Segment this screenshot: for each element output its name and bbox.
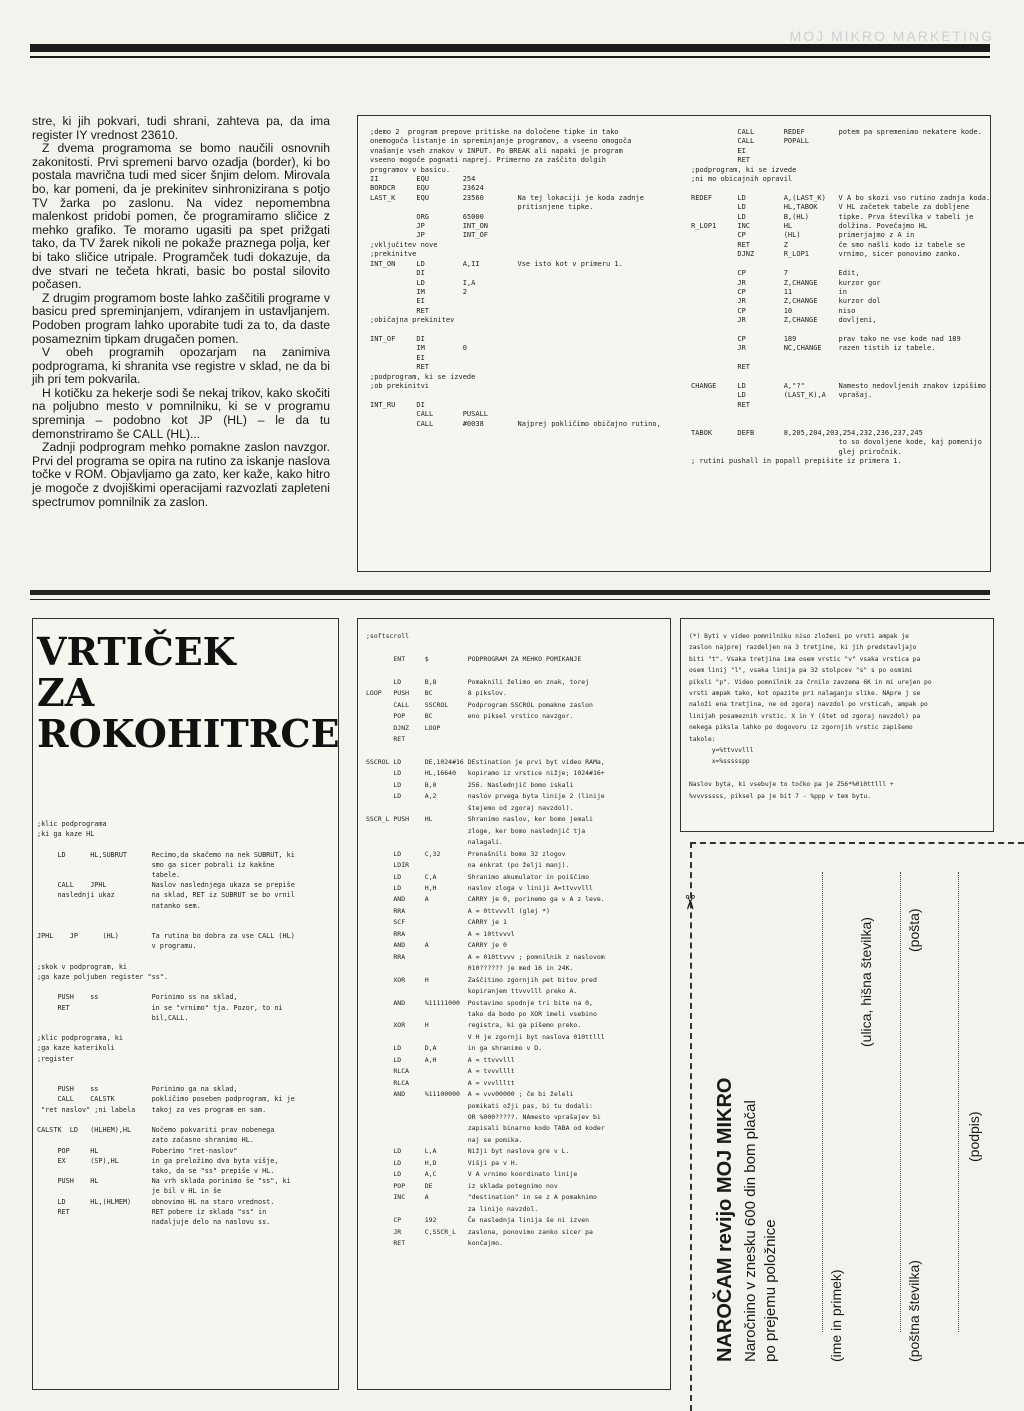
- faded-heading: MOJ MIKRO MARKETING: [789, 28, 994, 44]
- listing-top-left: ;demo 2 program prepove pritiske na določene tipke in tako onemogoča listanje in spreminjanje programov, a vseeno omogoča vnašanje vseh znakov v INPUT. Po BREAK ali napaki je program vseeno mogoče pognati naprej. Primerno za zaščito dolgih programov v basicu. II EQU 254 BORDCR EQU 23624 LAST_K EQU 23560 Na tej lokaciji je koda zadnje pritisnjene tipke. ORG 65000 JP INT_ON JP INT_OF ;vključitev nove ;prekinitve INT_ON LD A,II Vse isto kot v primeru 1. DI LD I,A IM 2 EI RET ;običajna prekinitev INT_OF DI IM 0 EI RET ;podprogram, ki se izvede ;ob prekinitvi INT_RU DI CALL PUSALL CALL #0038 Najprej pokličimo običajno rutino,: [370, 128, 661, 428]
- post-field-label: (pošta): [906, 908, 922, 952]
- postcode-field-line[interactable]: [900, 872, 901, 1332]
- article-paragraph: Z drugim programom boste lahko zaščitili programe v basicu pred spreminjanjem, vdiranjem in ustavljanjem. Podoben program lahko uporabite tudi za to, da daste posameznim tipkam drugačen pomen.: [32, 290, 330, 346]
- signature-field-line[interactable]: [958, 872, 959, 1332]
- postcode-field-label: (poštna številka): [906, 1260, 922, 1362]
- article-paragraph: Zadnji podprogram mehko pomakne zaslon navzgor. Prvi del programa se opira na rutino za iskanje naslova točke v ROM. Objavljamo ga zato, ker kaže, kako hitro je mogoče z dvojiškimi operacijami razvozlati zapleteni spectrumov pomnilnik za zaslon.: [32, 440, 330, 509]
- section-divider: [30, 590, 990, 595]
- title-line-1: VRTIČEK: [37, 629, 236, 674]
- listing-box-top: [357, 115, 991, 572]
- listing-box-bottom-mid: [357, 618, 671, 1390]
- title-line-2: ZA: [37, 670, 95, 715]
- section-title: [33, 631, 342, 754]
- article-paragraph: Z dvema programoma se bomo naučili osnovnih zakonitosti. Prvi spremeni barvo ozadja (border), ki bo postala mavrična tudi med sicer šnjim delom. Mirovala bo, kar pomeni, da je prekinitev sinhronizirana s potjo TV žarka po zaslonu. Na videz nepomembna malenkost pridobi pomen, če programiramo sličice z mehko grafiko. Te moramo ugasiti pa spet prižgati tako, da TV žarek nikoli ne pokaže praznega polja, ker bi tako sličice utripale. Programček tudi dokazuje, da dve stvari ne tečeta hkrati, basic bo postal silovito počasen.: [32, 141, 330, 292]
- street-field-label: (ulica, hišna številka): [858, 917, 874, 1047]
- article-text: [32, 115, 330, 509]
- coupon-line-2: po prejemu položnice: [762, 1219, 779, 1362]
- section-divider-thin: [30, 599, 990, 600]
- listing-bottom-left: ;klic podprograma ;ki ga kaze HL LD HL,SUBRUT Recimo,da skačemo na nek SUBRUT, ki smo ga sicer pobrali iz kakšne tabele. CALL JPHL Naslov naslednjega ukaza se prepiše naslednji ukaz na sklad, RET iz SUBRUT se bo vrnil natanko sem. JPHL JP (HL) Ta rutina bo dobra za vse CALL (HL) v programu. ;skok v podprogram, ki ;ga kaze poljuben register "ss". PUSH ss Porinimo ss na sklad, RET in se "vrnimo" tja. Pozor, to ni bil,CALL. ;klic podprograma, ki ;ga kaze katerikoli ;register PUSH ss Porinimo ga na sklad, CALL CALSTK pokličimo poseben podprogram, ki je "ret naslov" ;ni labela takoj za ves program en sam. CALSTK LD (HLHEM),HL Nočemo pokvariti prav nobenega zato začasno shranimo HL. POP HL Poberimo "ret-naslov" EX (SP),HL in ga preložimo dva byta višje, tako, da se "ss" prepiše v HL. PUSH HL Na vrh sklada porinimo še "ss", ki je bil v HL in še LD HL,(HLMEM) obnovimo HL na staro vrednost. RET RET pobere iz sklada "ss" in nadaljuje delo na naslovu ss.: [37, 820, 295, 1226]
- listing-bottom-right: (*) Byti v video pomnilniku niso zloženi po vrsti ampak je zaslon najprej razdeljen na 3 tretjine, ki jih predstavljajo biti "t". Vsaka tretjina ima osem vrstic "v" vsaka vrstica pa osem linij "l", vsaka linija pa 32 stolpcev "s" s po osmimi piksli "p". Video pomnilnik za črnilo zavzema 6K in mi urejen po vrsti ampak tako, kot opazite pri nalaganju slike. NApre j se naloži ena tretjina, ne od zgoraj navzdol po vrsticah, ampak po linijah posameznih vrstic. X in Y (štet od zgoraj navzdol) pa nekega piksla lahko po dogovoru iz zgornjih vrstic zapišemo takole: y=%ttvvvlll x=%ssssspp Naslov byta, ki vsebuje to točko pa je Z56*%010ttlll + %vvvsssss, piksel pa je bit 7 - %ppp v tem bytu.: [689, 633, 932, 800]
- signature-field-label: (podpis): [966, 1111, 982, 1162]
- title-box: [32, 618, 339, 1390]
- title-line-3: ROKOHITRCE: [37, 711, 340, 756]
- cut-line-left: [690, 842, 692, 1411]
- coupon-line-1: Naročnino v znesku 600 din bom plačal: [742, 1100, 759, 1362]
- article-paragraph: V obeh programih opozarjam na zanimiva podprograma, ki shranita vse registre v sklad, ne da bi jih pri tem pokvarila.: [32, 345, 330, 387]
- listing-top-right: CALL REDEF potem pa spremenimo nekatere kode. CALL POPALL EI RET ;podprogram, ki se izvede ;ni mo obicajnih opravil REDEF LD A,(LAST_K) V A bo skozi vso rutino zadnja koda. LD HL,TABOK V HL začetek tabele za dobljene LD B,(HL) tipke. Prva številka v tabeli je R_LOP1 INC HL dolžina. Povečajmo HL CP (HL) primerjajmo z A in RET Z če smo našli kodo iz tabele se DJNZ R_LOP1 vrnimo, sicer ponovimo zanko. CP 7 Edit, JR Z,CHANGE kurzor gor CP 11 in JR Z,CHANGE kurzor dol CP 10 niso JR Z,CHANGE dovljeni, CP 189 prav tako ne vse kode nad 189 JR NC,CHANGE razen tistih iz tabele. RET CHANGE LD A,"?" Namesto nedovljenih znakov izpišimo LD (LAST_K),A vprašaj. RET TABOK DEFB 8,205,204,203,254,232,236,237,245 to so dovoljene kode, kaj pomenijo glej priročnik. ; rutini pushall in popall prepišite iz primera 1.: [691, 128, 991, 466]
- coupon-heading: NAROČAM revijo MOJ MIKRO: [714, 1077, 736, 1362]
- header-bar-thin: [30, 56, 990, 58]
- listing-bottom-mid: ;softscroll ENT $ PODPROGRAM ZA MEHKO POMIKANJE LD B,8 Pomaknili želimo en znak, torej LOOP PUSH BC 8 pikslov. CALL SSCROL Podprogram SSCROL pomakne zaslon POP BC eno piksel vrstico navzgor. DJNZ LOOP RET SSCROL LD DE,1024#16 DEstination je prvi byt video RAMa, LD HL,16640 kopiramo iz vrstice nižje; 1024#16+ LD B,0 256. Naslednjič bomo iskali LD A,2 naslov prvega byta linije 2 (linije štejemo od zgoraj navzdol). SSCR_L PUSH HL Shranimo naslov, ker bomo jemali zloge, ker bomo naslednjič tja nalagali. LD C,32 Prenašnili bomo 32 zlogov LDIR na enkrat (po želji manj). LD C,A Shranimo akumulator in poiščimo LD H,H naslov zloga v liniji A=ttvvvlll AND A CARRY je 0, porinemo ga v A z leve. RRA A = 0ttvvvll (glej *) SCF CARRY je 1 RRA A = 10ttvvvl AND A CARRY je 0 RRA A = 010ttvvv ; pomnilnik z naslovom 010?????? je med 16 in 24K. XOR H Zaščitimo zgornjih pet bitov pred kopiranjem ttvvvlll preko A. AND %11111000 Postavimo spodnje tri bite na 0, tako da bodo po XOR imeli vsebino XOR H registra, ki ga pišemo preko. V H je zgornji byt naslova 010ttlll LD D,A in ga shranimo v D. LD A,H A = ttvvvlll RLCA A = tvvvlllt RLCA A = vvvllltt AND %11100000 A = vvv00000 ; če bi želeli pomikati ožji pas, bi tu dodali: OR %000?????. NAmesto vprašajev bi zapisali binarno kodo TABA od koder naj se pomika. LD L,A Nižji byt naslova gre v L. LD H,D Višji pa v H. LD A,C V A vrnimo koordinato linije POP DE iz sklada potegnimo nov INC A "destination" in se z A pomaknimo za linijo navzdol. CP 192 Če naslednja linija še ni izven JR C,SSCR_L zaslona, ponovimo zanko sicer pa RET končajmo.: [366, 632, 605, 1248]
- cut-line-top: [690, 842, 1024, 844]
- scissors-icon: ✂: [677, 894, 700, 911]
- name-field-label: (ime in primek): [828, 1269, 844, 1362]
- name-field-line[interactable]: [822, 872, 823, 1332]
- article-paragraph: stre, ki jih pokvari, tudi shrani, zahteva pa, da ima register IY vrednost 23610.: [32, 114, 330, 142]
- listing-box-bottom-right: [680, 618, 994, 832]
- subscription-coupon: [677, 842, 1024, 1411]
- article-paragraph: H kotičku za hekerje sodi še nekaj trikov, kako skočiti na poljubno mesto v pomnilniku, ki se v programu spreminja – podobno kot JP (HL) – le da tu demonstriramo še CALL (HL)...: [32, 385, 330, 441]
- header-bar: [30, 44, 990, 52]
